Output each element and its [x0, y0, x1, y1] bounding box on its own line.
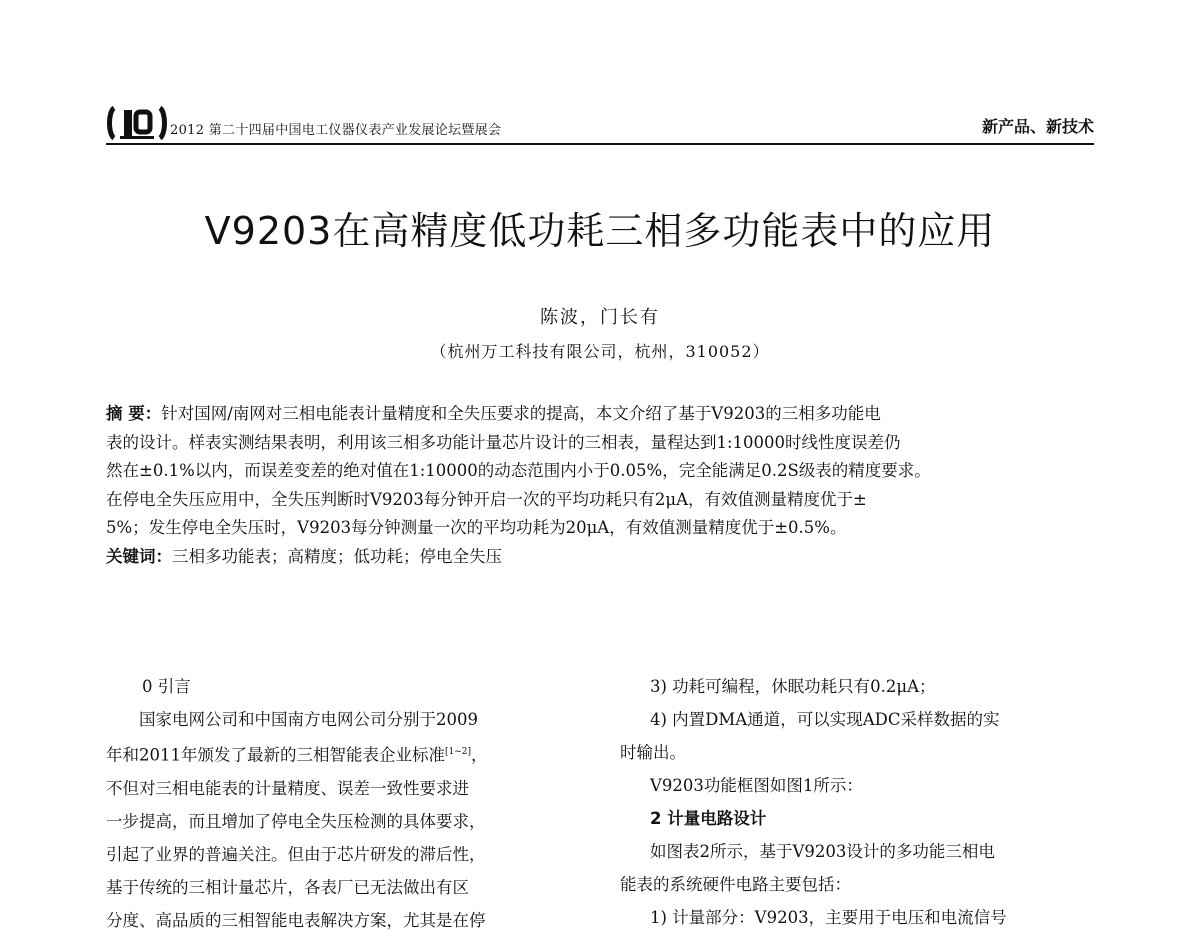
left-column	[106, 670, 578, 937]
body-line: 1) 计量部分：V9203，主要用于电压和电流信号	[650, 908, 1007, 927]
authors: 陈波，门长有	[540, 307, 660, 328]
body-line: 年和2011年颁发了最新的三相智能表企业标准[1~2]，	[106, 745, 488, 765]
page-header	[106, 100, 1094, 144]
body-line: 如图表2所示，基于V9203设计的多功能三相电	[650, 842, 995, 861]
paper-title: V9203在高精度低功耗三相多功能表中的应用	[204, 209, 996, 253]
keywords-label: 关键词：	[106, 546, 172, 566]
body-line: 4) 内置DMA通道，可以实现ADC采样数据的实	[650, 710, 1000, 729]
abstract-label: 摘 要：	[106, 404, 162, 423]
body-line: 3) 功耗可编程，休眠功耗只有0.2μA；	[650, 677, 936, 696]
affiliation: （杭州万工科技有限公司，杭州，310052）	[430, 342, 770, 361]
section-heading-circuit-design: 2 计量电路设计	[650, 809, 767, 828]
section-tag: 新产品、新技术	[981, 117, 1094, 136]
body-line: 时输出。	[620, 743, 686, 762]
header-rule	[106, 143, 1094, 145]
right-column	[620, 670, 1092, 934]
body-line: 一步提高，而且增加了停电全失压检测的具体要求，	[106, 811, 486, 831]
body-line: 国家电网公司和中国南方电网公司分别于2009	[139, 710, 478, 729]
abstract-line-5: 5%；发生停电全失压时，V9203每分钟测量一次的平均功耗为20μA，有效值测量精度优于±0.5%。	[106, 518, 847, 537]
conference-name: 2012 第二十四届中国电工仪器仪表产业发展论坛暨展会	[170, 123, 502, 138]
citation: [1~2]	[445, 747, 472, 757]
abstract-line-1: 摘 要：针对国网/南网对三相电能表计量精度和全失压要求的提高，本文介绍了基于V9203的三相多功能电	[106, 404, 881, 423]
conference-logo-icon	[106, 102, 168, 142]
body-line: 引起了业界的普遍关注。但由于芯片研发的滞后性，	[106, 844, 486, 864]
abstract-line-2: 表的设计。样表实测结果表明，利用该三相多功能计量芯片设计的三相表，量程达到1:10000时线性度误差仍	[106, 432, 901, 452]
abstract	[106, 400, 1094, 571]
body-line: 能表的系统硬件电路主要包括：	[620, 875, 851, 894]
abstract-line-3: 然在±0.1%以内，而误差变差的绝对值在1:10000的动态范围内小于0.05%，完全能满足0.2S级表的精度要求。	[106, 461, 931, 480]
section-heading-intro: 0 引言	[142, 677, 191, 696]
abstract-line-4: 在停电全失压应用中，全失压判断时V9203每分钟开启一次的平均功耗只有2μA，有效值测量精度优于±	[106, 489, 867, 509]
body-line: V9203功能框图如图1所示：	[650, 776, 863, 795]
keywords-text: 三相多功能表；高精度；低功耗；停电全失压	[172, 546, 502, 566]
body-line: 分度、高品质的三相智能电表解决方案，尤其是在停	[106, 910, 486, 930]
keywords	[106, 543, 1094, 572]
body-line: 不但对三相电能表的计量精度、误差一致性要求进	[106, 778, 469, 798]
body-line: 基于传统的三相计量芯片，各表厂已无法做出有区	[106, 877, 469, 897]
